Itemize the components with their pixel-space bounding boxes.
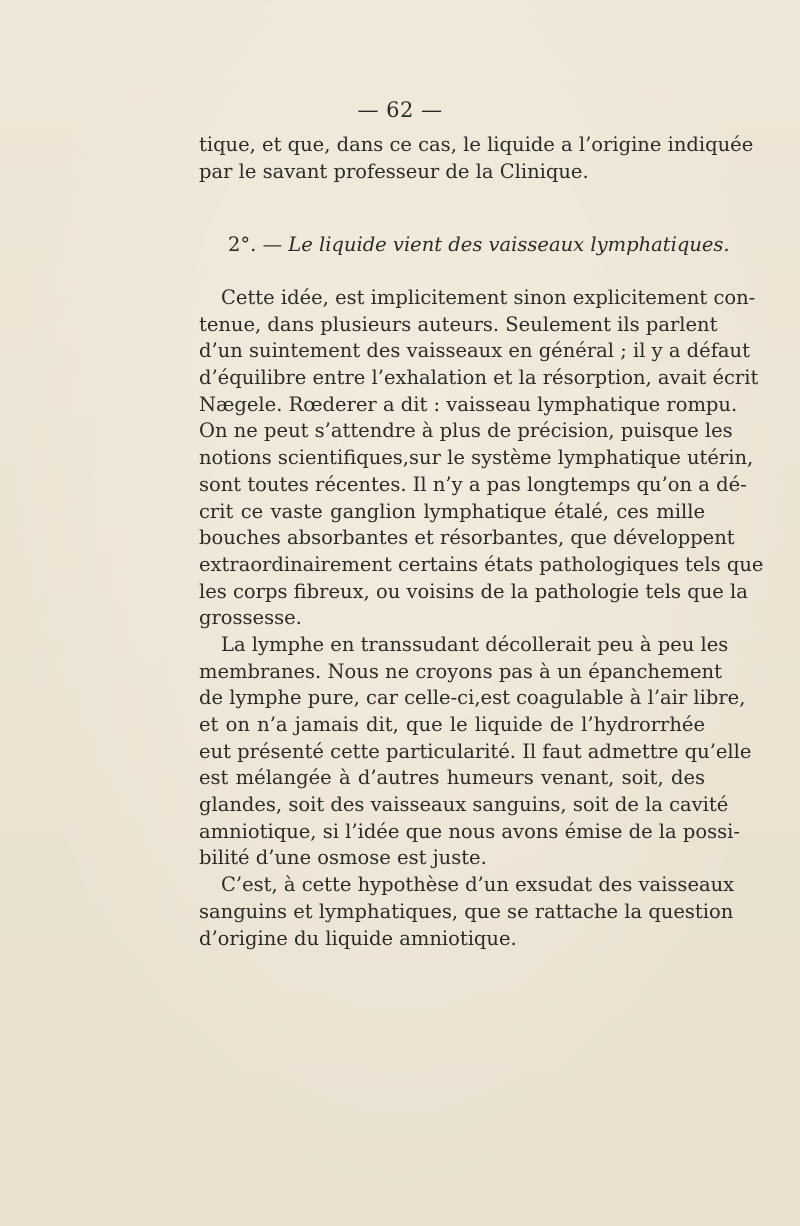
text-line: tique, et que, dans ce cas, le liquide a l’origine indiquée bbox=[199, 133, 754, 156]
section-number: 2°. bbox=[228, 233, 257, 256]
text-line: bouches absorbantes et résorbantes, que développent bbox=[199, 526, 735, 550]
text-line: grossesse. bbox=[199, 606, 302, 630]
section-dash: — bbox=[262, 233, 283, 256]
text-line: par le savant professeur de la Clinique. bbox=[199, 159, 589, 183]
text-line: est mélangée à d’autres humeurs venant, soit, des bbox=[199, 766, 705, 790]
page-number: — 62 — bbox=[357, 98, 443, 122]
text-line: les corps fibreux, ou voisins de la pathologie tels que la bbox=[199, 579, 748, 603]
text-line: sanguins et lymphatiques, que se rattache la question bbox=[199, 899, 734, 923]
text-line: La lymphe en transsudant décollerait peu à peu les bbox=[221, 632, 729, 656]
text-line: glandes, soit des vaisseaux sanguins, soit de la cavité bbox=[199, 793, 729, 817]
text-line: notions scientifiques,sur le système lymphatique utérin, bbox=[199, 446, 754, 470]
text-line: On ne peut s’attendre à plus de précision, puisque les bbox=[199, 419, 733, 443]
text-line: sont toutes récentes. Il n’y a pas longtemps qu’on a dé- bbox=[199, 472, 747, 496]
text-line: amniotique, si l’idée que nous avons émise de la possi- bbox=[199, 819, 740, 843]
text-line: bilité d’une osmose est juste. bbox=[199, 846, 487, 870]
text-line: d’équilibre entre l’exhalation et la résorption, avait écrit bbox=[199, 366, 759, 390]
continuation-paragraph bbox=[199, 132, 754, 185]
text-line: tenue, dans plusieurs auteurs. Seulement ils parlent bbox=[199, 312, 718, 336]
text-line: et on n’a jamais dit, que le liquide de l’hydrorrhée bbox=[199, 713, 705, 736]
text-line: C’est, à cette hypothèse d’un exsudat des vaisseaux bbox=[221, 873, 735, 897]
text-line: membranes. Nous ne croyons pas à un épanchement bbox=[199, 659, 722, 683]
text-line: de lymphe pure, car celle-ci,est coagulable à l’air libre, bbox=[199, 686, 746, 710]
text-line: d’un suintement des vaisseaux en général ; il y a défaut bbox=[199, 339, 750, 363]
text-line: crit ce vaste ganglion lymphatique étalé, ces mille bbox=[199, 499, 705, 523]
text-line: Cette idée, est implicitement sinon explicitement con- bbox=[221, 286, 756, 309]
body-text bbox=[199, 285, 764, 952]
section-title: Le liquide vient des vaisseaux lymphatiques. bbox=[288, 233, 730, 256]
text-line: d’origine du liquide amniotique. bbox=[199, 926, 517, 950]
section-heading bbox=[228, 232, 730, 258]
text-line: extraordinairement certains états pathologiques tels que bbox=[199, 552, 764, 576]
text-line: eut présenté cette particularité. Il faut admettre qu’elle bbox=[199, 739, 752, 763]
text-line: Nægele. Rœderer a dit : vaisseau lymphatique rompu. bbox=[199, 392, 738, 416]
